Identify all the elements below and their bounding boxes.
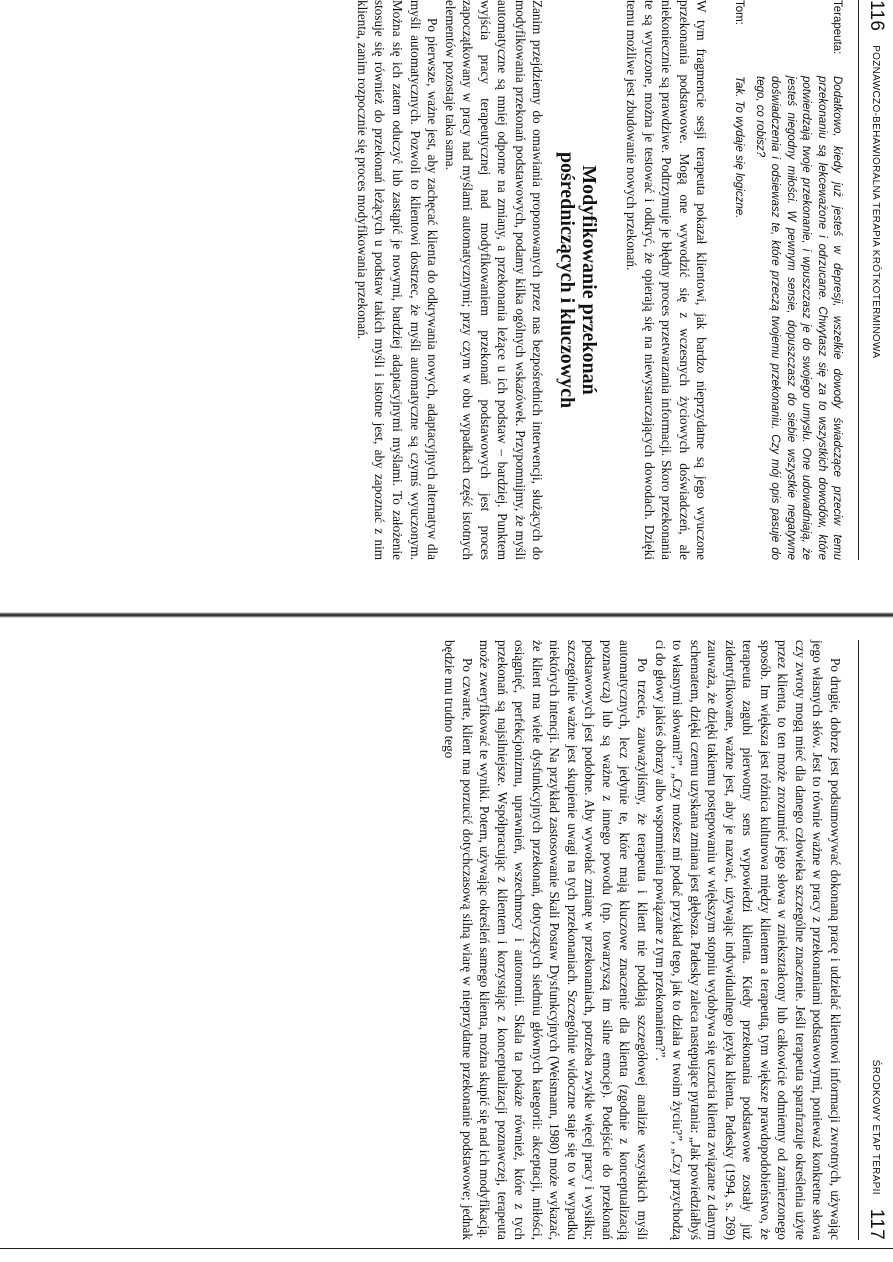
bottom-rule	[0, 1248, 893, 1249]
paragraph: Po pierwsze, ważne jest, aby zachęcać klienta do odkrywania nowych, adaptacyjnych alternatyw dla myśli automatycznych. Pozwoli to klientowi dostrzec, że myśli automatyczne są czymś wyuczonym. Można się ich zatem oduczyć lub zastąpić je nowymi, bardziej adaptacyjnymi myślami. To założenie stosuje się również do przekonań leżących u podstaw takich myśli i istotne jest, aby zapoznać z nim klienta, zanim rozpocznie się proces modyfikowania przekonań.	[354, 0, 441, 560]
left-running-head	[858, 0, 893, 560]
left-page	[353, 0, 893, 560]
right-running-head-title: ŚRODKOWY ETAP TERAPII	[870, 1059, 882, 1195]
paragraph: W tym fragmencie sesji terapeuta pokazał klientowi, jak bardzo nieprzydatne są jego wyuczone przekonania podstawowe. Mogą one wywodzić się z wczesnych życiowych doświadczeń, ale niekoniecznie są prawdziwe. Podtrzymuje je błędny proces przetwarzania informacji. Skoro przekonania te są wyuczone, można je testować i odkryć, że opierają się na niewystarczających dowodach. Dzięki temu możliwe jest zbudowanie nowych przekonań.	[623, 0, 710, 560]
right-running-head	[858, 640, 893, 1240]
section-heading-line: Modyfikowanie przekonań	[578, 165, 601, 395]
left-page-number: 116	[866, 0, 887, 32]
left-running-head-title: POZNAWCZO-BEHAWIORALNA TERAPIA KRÓTKOTERMINOWA	[870, 45, 882, 359]
page-fold-divider	[0, 612, 893, 618]
right-page	[440, 640, 893, 1240]
paragraph: Po czwarte, klient ma porzucić dotychczasową silną wiarę w nieprzydatne przekonanie podstawowe; jednak będzie mu trudno tego	[441, 640, 475, 1240]
dialog-speaker: Tom:	[732, 0, 745, 25]
section-heading-line: pośredniczących i kluczowych	[556, 151, 579, 409]
section-heading	[556, 0, 600, 560]
dialog-line: Tak. To wydaje się logiczne.	[732, 76, 745, 219]
paragraph: Po trzecie, zauważyliśmy, że terapeuta i klient nie poddają szczegółowej analizie wszystkich myśli automatycznych, lecz jedynie te, które mają kluczowe znaczenie dla klienta (zgodnie z konceptualizacją poznawczą) lub są ważne z innego powodu (np. towarzyszą im silne emocje). Podejście do przekonań podstawowych jest podobne. Aby wywołać zmianę w przekonaniach, potrzeba zwykle więcej pracy i wysiłku; szczególnie ważne jest skupienie uwagi na tych przekonaniach. Szczególnie widoczne staje się to w wypadku niektórych intencji. Na przykład zastosowanie Skali Postaw Dysfunkcyjnych (Weismann, 1980) może wykazać, że klient ma wiele dysfunkcyjnych przekonań, dotyczących siedmiu głównych kategorii: akceptacji, miłości, osiągnięć, perfekcjonizmu, uprawnień, wszechmocy i autonomii. Skala ta pokaże również, które z tych przekonań są najsilniejsze. Współpracując z klientem i korzystając z konceptualizacji poznawczej, terapeuta może zweryfikować te wyniki. Potem, używając określeń samego klienta, można skupić się nad ich modyfikacją.	[477, 640, 650, 1240]
dialog-line: Dodatkowo, kiedy już jesteś w depresji, wszelkie dowody świadczące przeciw temu przekonaniu są lekceważone i odrzucane. Chwytasz się za to wszystkich dowodów, które potwierdzają twoje przekonanie, i wpuszczasz je do swojego umysłu. One udowadniają, że jesteś niegodny miłości. W pewnym sensie, dopuszczasz do siebie wszystkie negatywne doświadczenia i odsiewasz te, które przeczą twojemu przekonaniu. Czy mój opis pasuje do tego, co robisz?	[753, 76, 843, 560]
right-page-number: 117	[866, 1208, 887, 1240]
therapy-dialog	[724, 0, 844, 560]
paragraph: Zanim przejdziemy do omawiania proponowanych przez nas bezpośrednich interwencji, służących do modyfikowania przekonań podstawowych, podamy kilka ogólnych wskazówek. Przypomnijmy, że myśli automatyczne są mniej odporne na zmiany, a przekonania leżące u ich podstaw – bardziej. Punktem wyjścia pracy terapeutycznej nad modyfikowaniem przekonań podstawowych jest proces zapoczątkowany w pracy nad myślami automatycznymi; przy czym w obu wypadkach część istotnych elementów pozostaje taka sama.	[442, 0, 546, 560]
dialog-speaker: Terapeuta:	[831, 0, 843, 55]
paragraph: Po drugie, dobrze jest podsumowywać dokonaną pracę i udzielać klientowi informacji zwrotnych, używając jego własnych słów. Jest to równie ważne w pracy z przekonaniami podstawowymi, ponieważ konkretne słowa czy zwroty mogą mieć dla danego człowieka szczególne znaczenie. Jeśli terapeuta sparafrazuje określenia użyte przez klienta, to ten może zrozumieć jego słowa w zniekształcony lub całkowicie odmienny od zamierzonego sposób. Im większa jest różnica kulturowa między klientem a terapeutą, tym większe prawdopodobieństwo, że terapeuta zagubi pierwotny sens wypowiedzi klienta. Kiedy przekonania podstawowe zostały już zidentyfikowane, ważne jest, aby je nazwać, używając indywidualnego języka klienta. Padesky (1994, s. 269) zauważa, że dzięki takiemu postępowaniu w większym stopniu wydobywa się uczucia klienta związane z danym schematem, dzięki czemu uzyskana zmiana jest głębsza. Padesky zaleca następujące pytania: „Jak powiedziałbyś to własnymi słowami?”, „Czy możesz mi podać przykład tego, jak to działa w twoim życiu?”, „Czy przychodzą ci do głowy jakieś obrazy albo wspomnienia powiązane z tym przekonaniem?”.	[652, 640, 843, 1240]
